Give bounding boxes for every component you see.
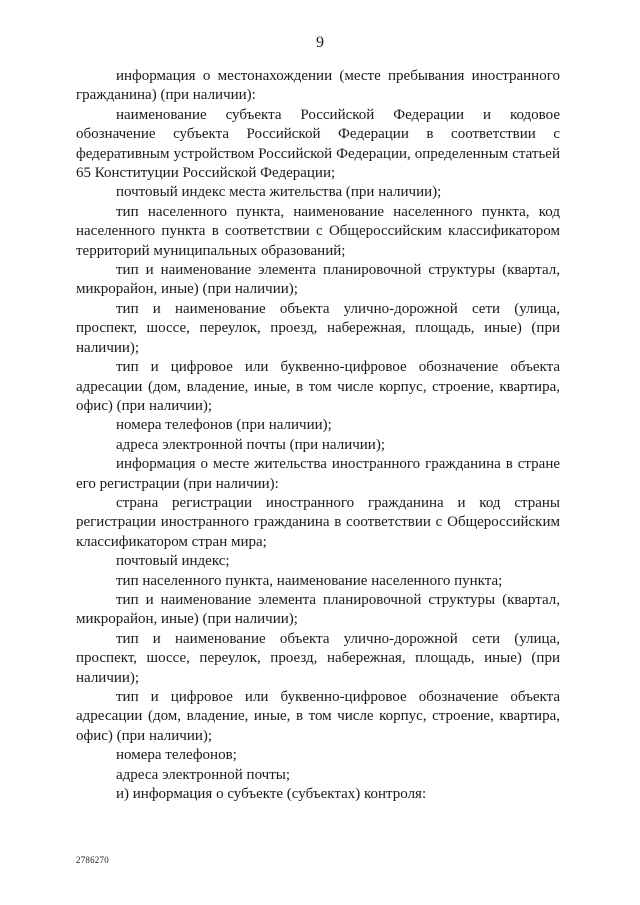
paragraph: страна регистрации иностранного гражданина и код страны регистрации иностранного гражданина в соответствии с Общероссийским классификатором стран мира; — [76, 494, 560, 550]
paragraph: тип и наименование элемента планировочной структуры (квартал, микрорайон, иные) (при наличии); — [76, 262, 560, 298]
paragraph: тип и наименование элемента планировочной структуры (квартал, микрорайон, иные) (при наличии); — [76, 591, 560, 628]
paragraph: тип населенного пункта, наименование населенного пункта, код населенного пункта в соответствии с Общероссийским классификатором территорий муниципальных образований; — [76, 203, 560, 259]
paragraph: адреса электронной почты (при наличии); — [116, 436, 385, 453]
paragraph: тип населенного пункта, наименование населенного пункта; — [116, 572, 503, 589]
paragraph: тип и цифровое или буквенно-цифровое обозначение объекта адресации (дом, владение, иные, в том числе корпус, строение, квартира, офис) (при наличии); — [76, 689, 560, 744]
page-number: 9 — [316, 34, 324, 51]
paragraph: почтовый индекс места жительства (при наличии); — [116, 184, 442, 201]
paragraph: адреса электронной почты; — [116, 766, 291, 783]
paragraph: почтовый индекс; — [116, 553, 230, 570]
paragraph: тип и наименование объекта улично-дорожной сети (улица, проспект, шоссе, переулок, проезд, набережная, площадь, иные) (при наличии); — [76, 630, 560, 686]
paragraph: и) информация о субъекте (субъектах) контроля: — [116, 786, 427, 803]
document-body — [76, 67, 560, 804]
paragraph: тип и цифровое или буквенно-цифровое обозначение объекта адресации (дом, владение, иные, в том числе корпус, строение, квартира, офис) (при наличии); — [76, 359, 560, 414]
paragraph: номера телефонов; — [116, 747, 237, 764]
paragraph: информация о местонахождении (месте пребывания иностранного гражданина) (при наличии): — [76, 68, 560, 104]
document-code: 2786270 — [76, 855, 109, 865]
paragraph: номера телефонов (при наличии); — [116, 417, 332, 434]
paragraph: тип и наименование объекта улично-дорожной сети (улица, проспект, шоссе, переулок, проезд, набережная, площадь, иные) (при наличии); — [76, 300, 560, 356]
paragraph: информация о месте жительства иностранного гражданина в стране его регистрации (при наличии): — [76, 456, 560, 492]
paragraph: наименование субъекта Российской Федерации и кодовое обозначение субъекта Российской Федерации в соответствии с федеративным устройством Российской Федерации, определенным статьей 65 Конституции Российской Федерации; — [76, 106, 560, 182]
